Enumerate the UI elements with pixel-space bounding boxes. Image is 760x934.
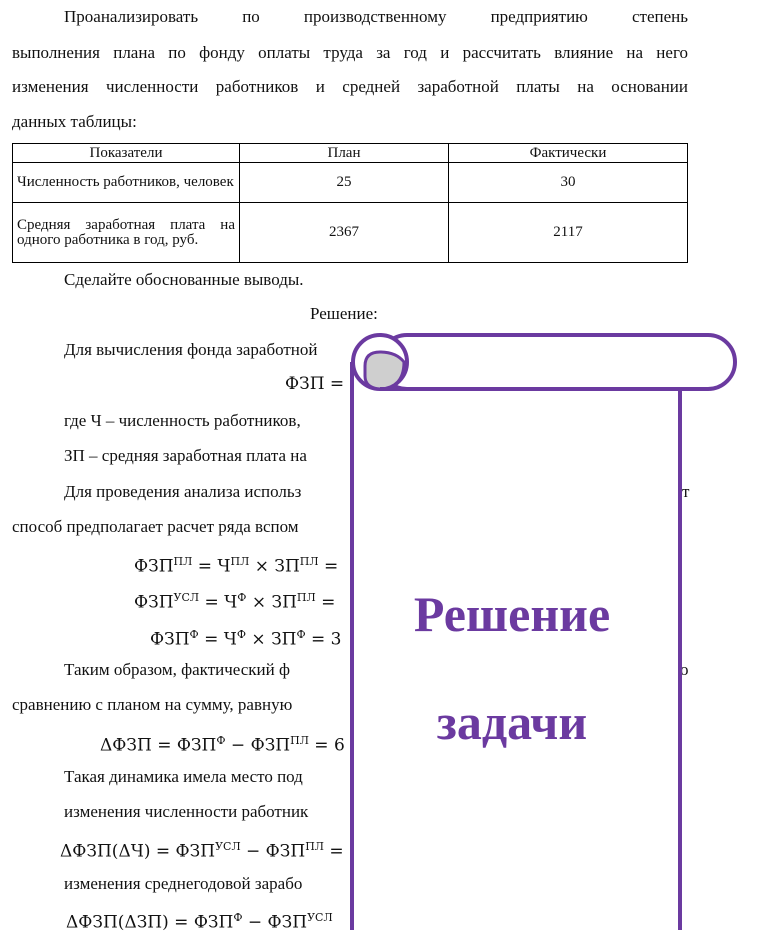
row-plan: 25 [240, 163, 449, 203]
result-line-2: сравнению с планом на сумму, равную [12, 695, 293, 714]
banner-line-1: Решение [413, 586, 611, 642]
scroll-body [352, 362, 680, 930]
intro-line-2: выполнения плана по фонду оплаты труда за год и рассчитать влияние на него [12, 43, 688, 62]
row-label: Средняя заработная плата на одного работника в год, руб. [13, 203, 240, 263]
intro-line-1: Проанализировать по производственному предприятию степень [64, 7, 688, 26]
formula-fzp-cond: $ФЗП^{УСЛ} = Ч^Ф \times ЗП^{ПЛ}$ = [134, 591, 336, 613]
analysis-line-2: способ предполагает расчет ряда вспом [12, 517, 299, 536]
conclusion-request: Сделайте обоснованные выводы. [64, 270, 304, 289]
change-salary: изменения среднегодовой зарабо [64, 874, 303, 893]
banner-line-2: задачи [436, 694, 588, 750]
formula-fzp-plan: $ФЗП^{ПЛ} = Ч^{ПЛ} \times ЗП^{ПЛ}$ = [134, 555, 339, 577]
row-label: Численность работников, человек [13, 163, 240, 203]
scroll-curl-inner [365, 352, 404, 389]
formula-delta-zp: $\Delta ФЗП(\Delta ЗП) = ФЗП^Ф - ФЗП^{УСЛ}$ [66, 911, 333, 933]
fzp-formula: ФЗП = [285, 374, 345, 394]
analysis-line-1: Для проведения анализа использ [64, 482, 302, 501]
header-fact: Фактически [449, 144, 688, 163]
formula-delta-fzp: $\Delta ФЗП = ФЗП^Ф - ФЗП^{ПЛ} = 6$ [100, 734, 345, 756]
row-fact: 30 [449, 163, 688, 203]
result-line-1: Таким образом, фактический ф [64, 660, 291, 679]
solution-heading: Решение: [310, 304, 378, 323]
dynamics-line: Такая динамика имела место под [64, 767, 303, 786]
result-line-1-end: о [680, 660, 689, 679]
header-plan: План [240, 144, 449, 163]
fzp-intro: Для вычисления фонда заработной [64, 340, 318, 359]
formula-delta-ch: $\Delta ФЗП(\Delta Ч) = ФЗП^{УСЛ} - ФЗП^{ПЛ}$ = [60, 840, 344, 862]
formula-fzp-fact: $ФЗП^Ф = Ч^Ф \times ЗП^Ф = 3$ [150, 628, 342, 650]
where-zp: ЗП – средняя заработная плата на [64, 446, 307, 465]
header-indicators: Показатели [13, 144, 240, 163]
row-plan: 2367 [240, 203, 449, 263]
intro-line-4: данных таблицы: [12, 112, 137, 131]
analysis-line-1-end: т [682, 482, 690, 501]
intro-line-3: изменения численности работников и средней заработной платы на основании [12, 77, 688, 96]
where-ch: где Ч – численность работников, [64, 411, 301, 430]
change-headcount: изменения численности работник [64, 802, 309, 821]
scroll-top-roll [380, 335, 735, 389]
row-fact: 2117 [449, 203, 688, 263]
